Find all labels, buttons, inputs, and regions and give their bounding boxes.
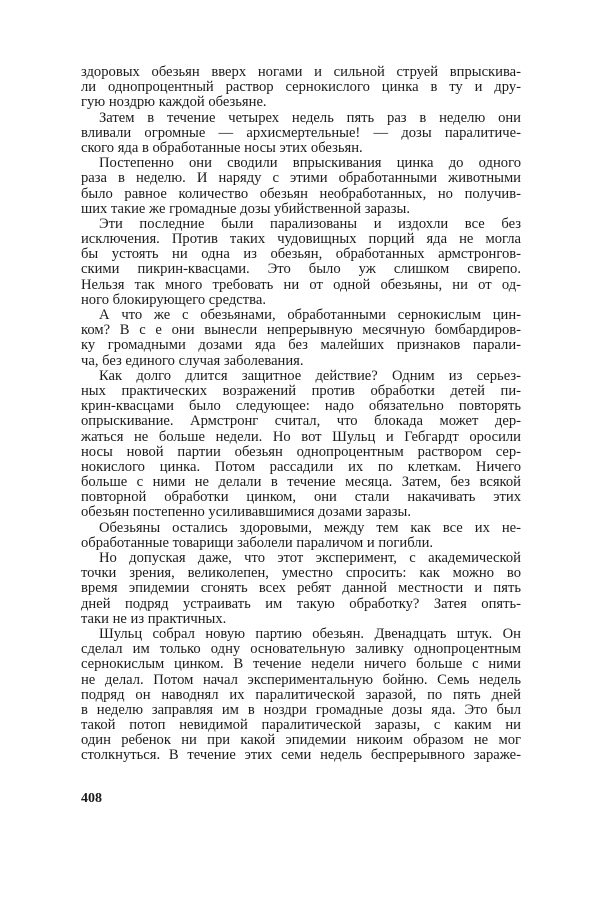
text-line: жаться не больше недели. Но вот Шульц и Гебгардт оросили — [81, 428, 521, 445]
paragraph — [81, 369, 521, 521]
text-line: таки не из практичных. — [81, 610, 227, 627]
text-line: Затем в течение четырех недель пять раз в неделю они — [99, 109, 521, 126]
text-line: обработанные товарищи заболели параличом и погибли. — [81, 534, 434, 551]
text-line: гую ноздрю каждой обезьяне. — [81, 94, 267, 111]
paragraph — [81, 65, 521, 111]
text-line: подряд он наводнял их паралитической заразой, по пять дней — [81, 686, 521, 703]
text-line: бы устоять ни одна из обезьян, обработанных армстронгов- — [81, 246, 521, 263]
text-line: носы новой партии обезьян однопроцентным раствором сер- — [81, 443, 521, 460]
paragraph — [81, 551, 521, 627]
text-line: здоровых обезьян вверх ногами и сильной струей впрыскива- — [81, 64, 521, 80]
paragraph — [81, 217, 521, 308]
text-line: ного блокирующего средства. — [81, 291, 266, 308]
page-number: 408 — [81, 791, 102, 806]
text-line: было равное количество обезьян необработанных, но получив- — [81, 185, 521, 202]
text-line: Шульц собрал новую партию обезьян. Двенадцать штук. Он — [99, 625, 521, 642]
text-line: ком? В с е они вынесли непрерывную месячную бомбардиров- — [81, 322, 521, 339]
text-line: Но допуская даже, что этот эксперимент, с академической — [99, 550, 521, 566]
text-line: опрыскивание. Армстронг считал, что блокада может дер- — [81, 413, 521, 430]
text-line: не делал. Потом начал экспериментальную бойню. Семь недель — [81, 671, 521, 688]
text-line: ского яда в обработанные носы этих обезьян. — [81, 139, 363, 156]
paragraph — [81, 111, 521, 157]
text-line: Эти последние были парализованы и издохли все без — [99, 215, 521, 232]
text-line: ли однопроцентный раствор сернокислого цинка в ту и дру- — [81, 79, 521, 96]
text-line: вливали огромные — архисмертельные! — дозы паралитиче- — [81, 124, 521, 141]
text-line: ных практических возражений против обработки детей пи- — [81, 382, 521, 399]
text-line: исключения. Против таких чудовищных порций яда не могла — [81, 231, 521, 248]
text-line: сделал им только одну основательную заливку однопроцентным — [81, 641, 521, 658]
text-line: повторной обработки цинком, они стали накачивать этих — [81, 489, 521, 506]
text-line: время эпидемии сгонять всех ребят данной местности и пять — [81, 580, 521, 597]
text-line: в неделю заправляя им в ноздри громадные дозы яда. Это был — [81, 701, 521, 718]
paragraph — [81, 521, 521, 551]
text-line: ших такие же громадные дозы убийственной заразы. — [81, 200, 410, 217]
text-line: ку громадными дозами яда без малейших признаков парали- — [81, 337, 521, 354]
paragraph — [81, 627, 521, 764]
text-line: раза в неделю. И наряду с этими обработанными животными — [81, 170, 521, 187]
text-line: А что же с обезьянами, обработанными сернокислым цин- — [99, 307, 521, 323]
paragraph — [81, 308, 521, 369]
text-line: Постепенно они сводили впрыскивания цинка до одного — [99, 155, 521, 172]
text-line: такой потоп невидимой паралитической заразы, с каким ни — [81, 717, 521, 734]
text-line: сернокислым цинком. В течение недели ничего больше с ними — [81, 656, 521, 673]
text-line: столкнуться. В течение этих семи недель беспрерывного зараже- — [81, 747, 521, 764]
text-line: крин-квасцами было следующее: надо обязательно повторять — [81, 398, 521, 415]
paragraph — [81, 156, 521, 217]
text-line: скими пикрин-квасцами. Это было уж слишком свирепо. — [81, 261, 521, 278]
text-line: Нельзя так много требовать ни от одной обезьяны, ни от од- — [81, 276, 521, 293]
text-line: ча, без единого случая заболевания. — [81, 352, 304, 369]
page-body-text — [81, 65, 521, 764]
text-line: обезьян постепенно усиливавшимися дозами заразы. — [81, 504, 411, 521]
text-line: Как долго длится защитное действие? Одним из серьез- — [99, 367, 521, 384]
text-line: один ребенок ни при какой эпидемии никоим образом не мог — [81, 732, 521, 749]
text-line: дней подряд устраивать им такую обработку? Затея опять- — [81, 595, 521, 612]
text-line: точки зрения, великолепен, уместно спросить: как можно во — [81, 565, 521, 582]
text-line: нокислого цинка. Потом рассадили их по клеткам. Ничего — [81, 458, 521, 475]
text-line: Обезьяны остались здоровыми, между тем как все их не- — [99, 519, 521, 536]
text-line: больше с ними не делали в течение месяца. Затем, без всякой — [81, 474, 521, 491]
